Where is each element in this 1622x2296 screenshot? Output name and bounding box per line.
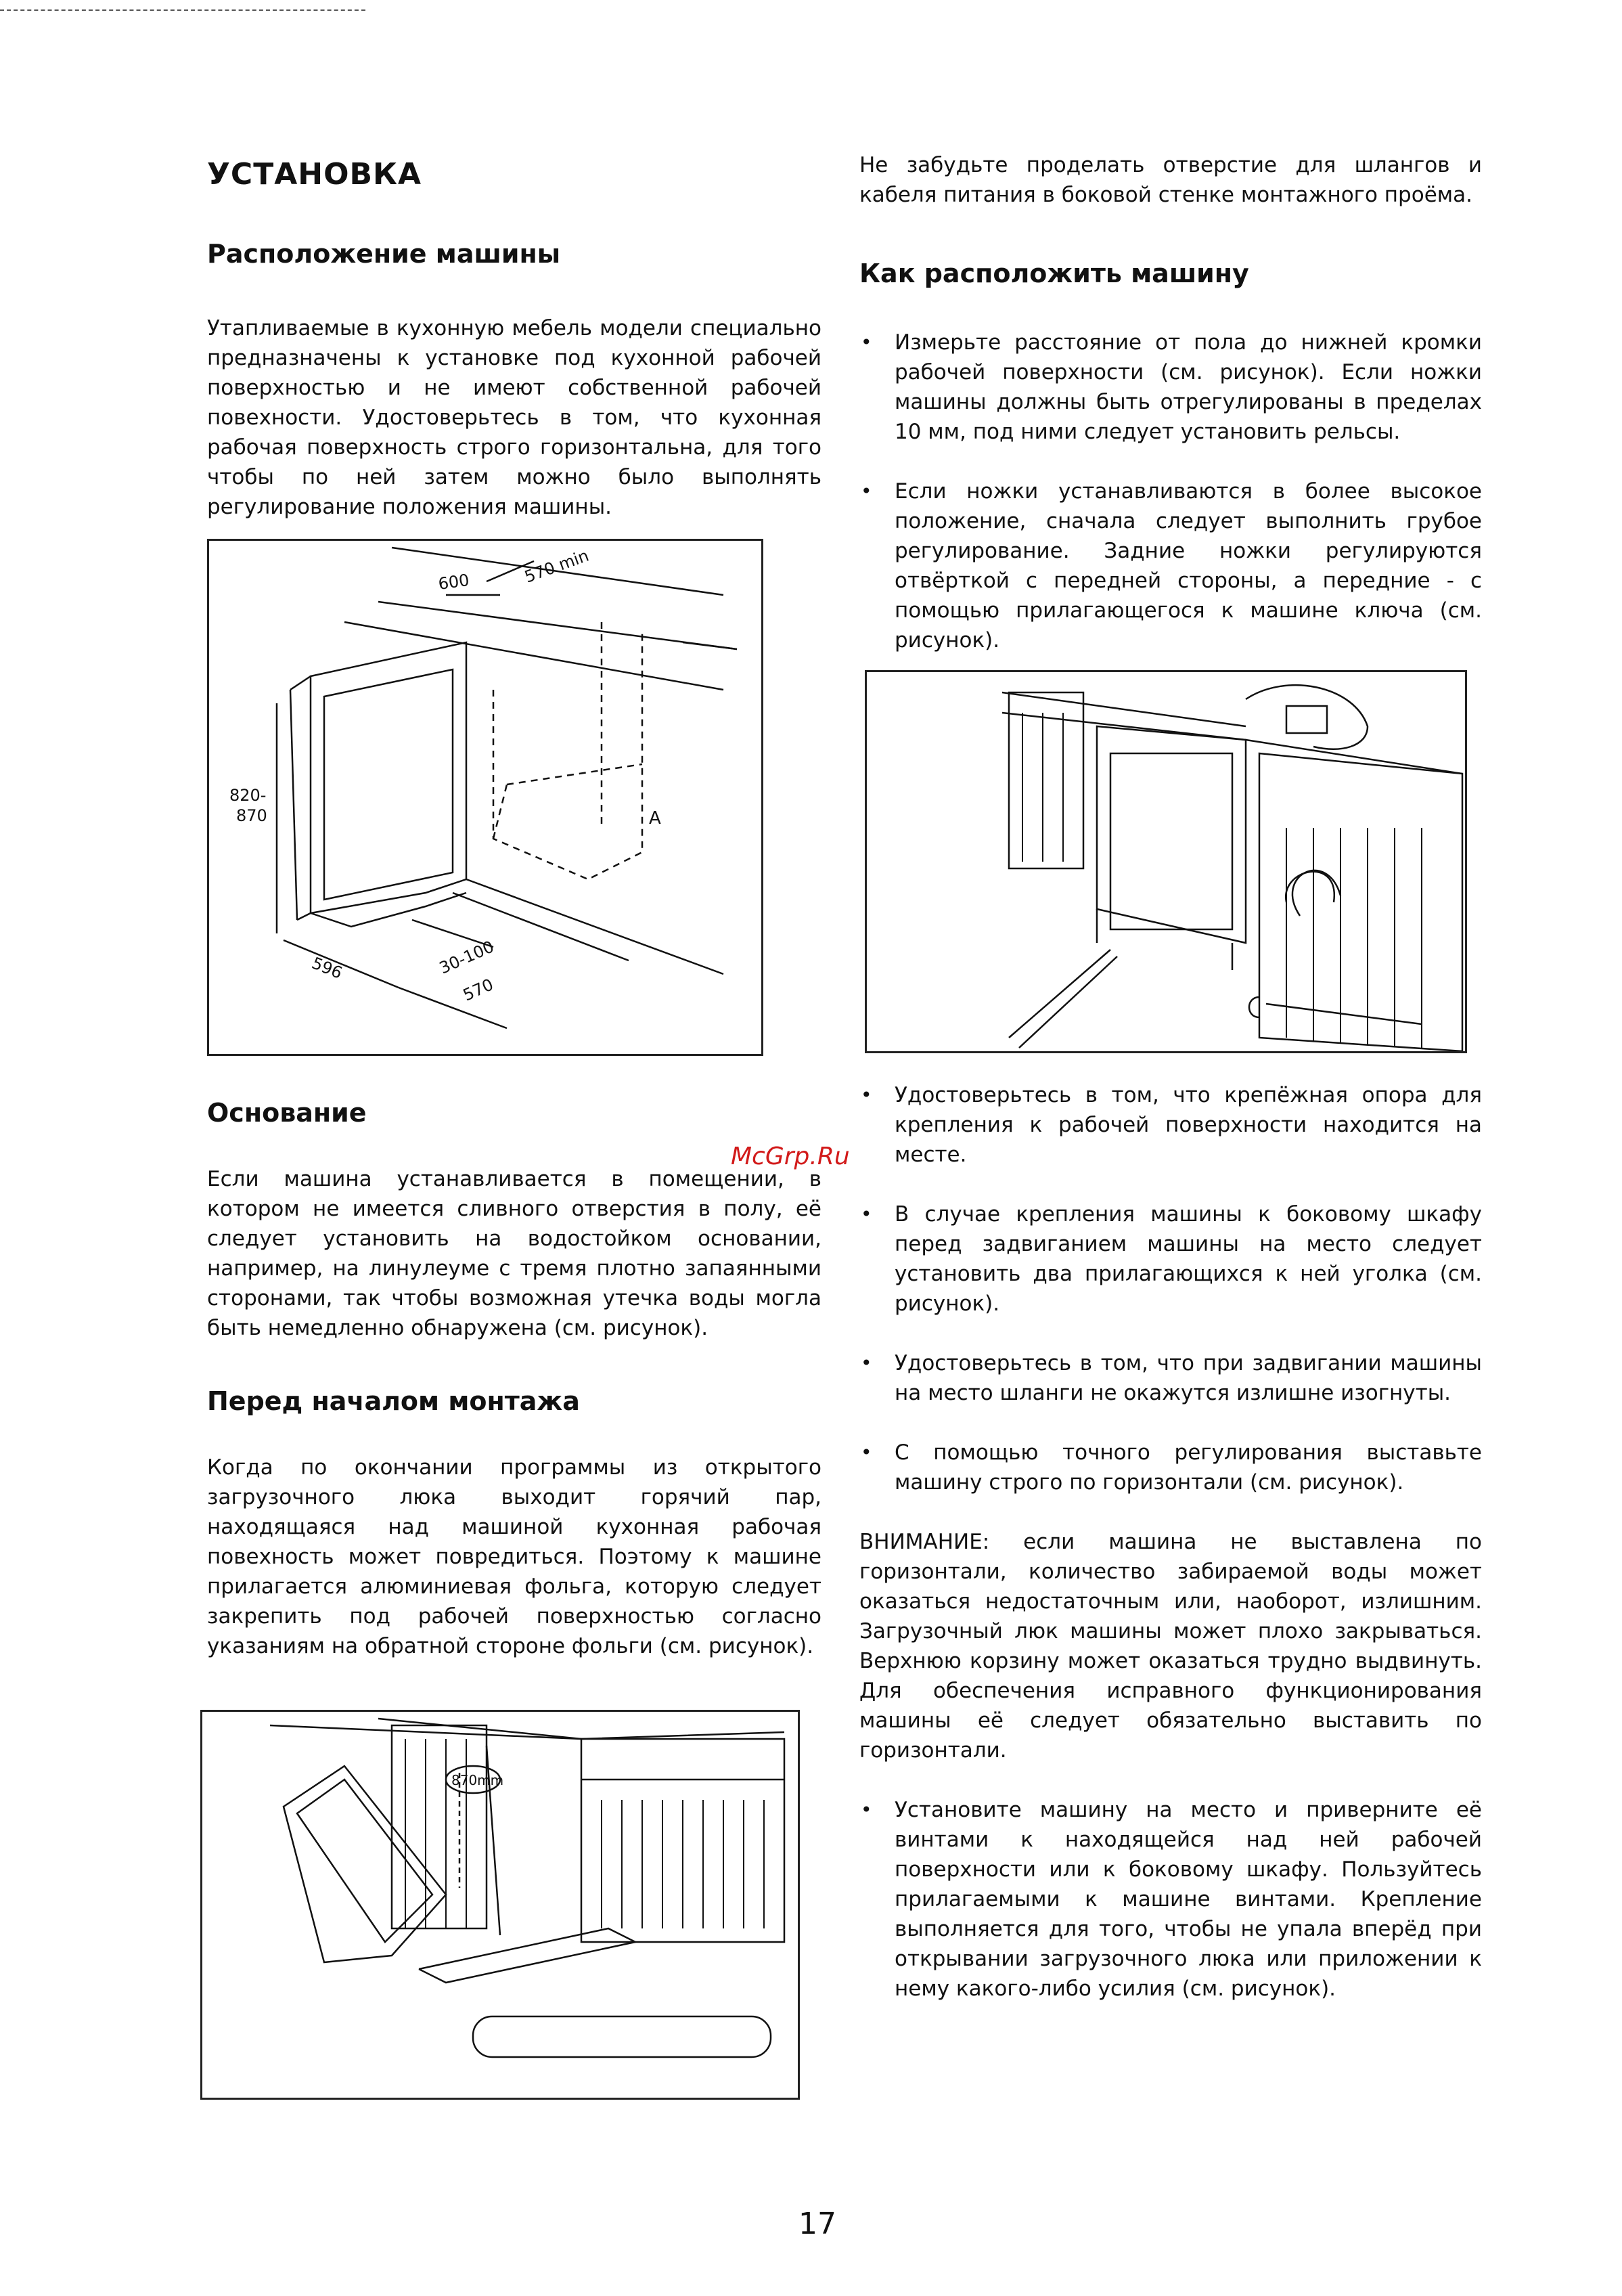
dim-820: 820-: [229, 786, 267, 805]
dim-570: 570: [460, 975, 497, 1005]
foil-drawing: [202, 1712, 798, 2098]
figure-dimensions: [207, 539, 763, 1056]
figure-leveling: [865, 670, 1467, 1053]
figure-foil: [200, 1710, 800, 2100]
text-before-mounting: Когда по окончании программы из открытого загрузочного люка выходит горячий пар, находящаяся над машиной кухонная рабочая повехность может повредиться. Поэтому к машине прилагается алюминиевая фольга, которую следует закрепить под рабочей поверхностью согласно указаниям на обратной стороне фольги (см. рисунок).: [207, 1455, 821, 1658]
dim-30-100: 30-100: [436, 937, 497, 978]
bullet-list-top: [859, 328, 1482, 655]
bullet-level: • С помощью точного регулирования выставьте машину строго по горизонтали (см. рисунок).: [859, 1438, 1482, 1497]
dim-600: 600: [436, 570, 471, 594]
page-number: 17: [798, 2207, 836, 2241]
bullet-hoses: • Удостоверьтесь в том, что при задвигании машины на место шланги не окажутся излишне изогнуты.: [859, 1348, 1482, 1408]
bullet-feet: • Если ножки устанавливаются в более высокое положение, сначала следует выполнить грубое регулирование. Задние ножки регулируются отвёрткой с передней стороны, а передние - с помощью прилагающегося к машине ключа (см. рисунок).: [859, 477, 1482, 655]
bullet-list-last: [859, 1795, 1482, 2004]
bullet-support: • Удостоверьтесь в том, что крепёжная опора для крепления к рабочей поверхности находится на месте.: [859, 1080, 1482, 1170]
heading-before-mounting: Перед началом монтажа: [207, 1386, 580, 1416]
bullet-list-bottom: [859, 1080, 1482, 1497]
leveling-drawing: [867, 672, 1465, 1051]
dim-570min: 570 min: [522, 546, 591, 587]
text-warning: ВНИМАНИЕ: если машина не выставлена по горизонтали, количество забираемой воды может оказаться недостаточным или, наоборот, излишним. Загрузочный люк машины может плохо закрываться. Верхнюю корзину может оказаться трудно выдвинуть. Для обеспечения исправного функционирования машины её следует обязательно выставить по горизонтали.: [859, 1530, 1482, 1763]
bullet-measure: • Измерьте расстояние от пола до нижней кромки рабочей поверхности (см. рисунок). Если ножки машины должны быть отрегулированы в пределах 10 мм, под ними следует установить рельсы.: [859, 328, 1482, 447]
text-hole-reminder: Не забудьте проделать отверстие для шлангов и кабеля питания в боковой стенке монтажного проёма.: [859, 153, 1482, 207]
right-column: [859, 150, 1482, 655]
bullet-fasten: • Установите машину на место и приверните её винтами к находящейся над ней рабочей поверхности или к боковому шкафу. Пользуйтесь прилагаемыми к машине винтами. Крепление выполняется для того, чтобы не упала вперёд при открывании загрузочного люка или приложении к нему какого-либо усилия (см. рисунок).: [859, 1795, 1482, 2004]
dim-870mm: 870mm: [451, 1772, 504, 1788]
heading-how-to-place: Как расположить машину: [859, 259, 1249, 288]
heading-placement: Расположение машины: [207, 239, 561, 269]
left-column: [207, 149, 821, 522]
bullet-brackets: • В случае крепления машины к боковому шкафу перед задвиганием машины на место следует установить два прилагающихся к ней уголка (см. рисунок).: [859, 1199, 1482, 1319]
label-a: A: [649, 808, 661, 829]
right-column-lower: [859, 1080, 1482, 2004]
left-column-lower: [207, 1098, 821, 1661]
dim-870: 870: [236, 806, 267, 825]
watermark: McGrp.Ru: [731, 1143, 850, 1170]
text-base: Если машина устанавливается в помещении, в котором не имеется сливного отверстия в полу, её следует установить на водостойком основании, например, на линулеуме с тремя плотно запаянными сторонами, так чтобы возможная утечка воды могла быть немедленно обнаружена (см. рисунок).: [207, 1167, 821, 1340]
header-rule: [0, 9, 365, 11]
dim-596: 596: [309, 953, 345, 983]
dimensions-drawing: [209, 541, 761, 1054]
heading-base: Основание: [207, 1098, 367, 1128]
text-placement: Утапливаемые в кухонную мебель модели специально предназначены к установке под кухонной рабочей поверхностью и не имеют собственной рабочей повехности. Удостоверьтесь в том, что кухонная рабочая поверхность строго горизонтальна, для того чтобы по ней затем можно было выполнять регулирование положения машины.: [207, 316, 821, 519]
page-title: УСТАНОВКА: [207, 157, 422, 192]
